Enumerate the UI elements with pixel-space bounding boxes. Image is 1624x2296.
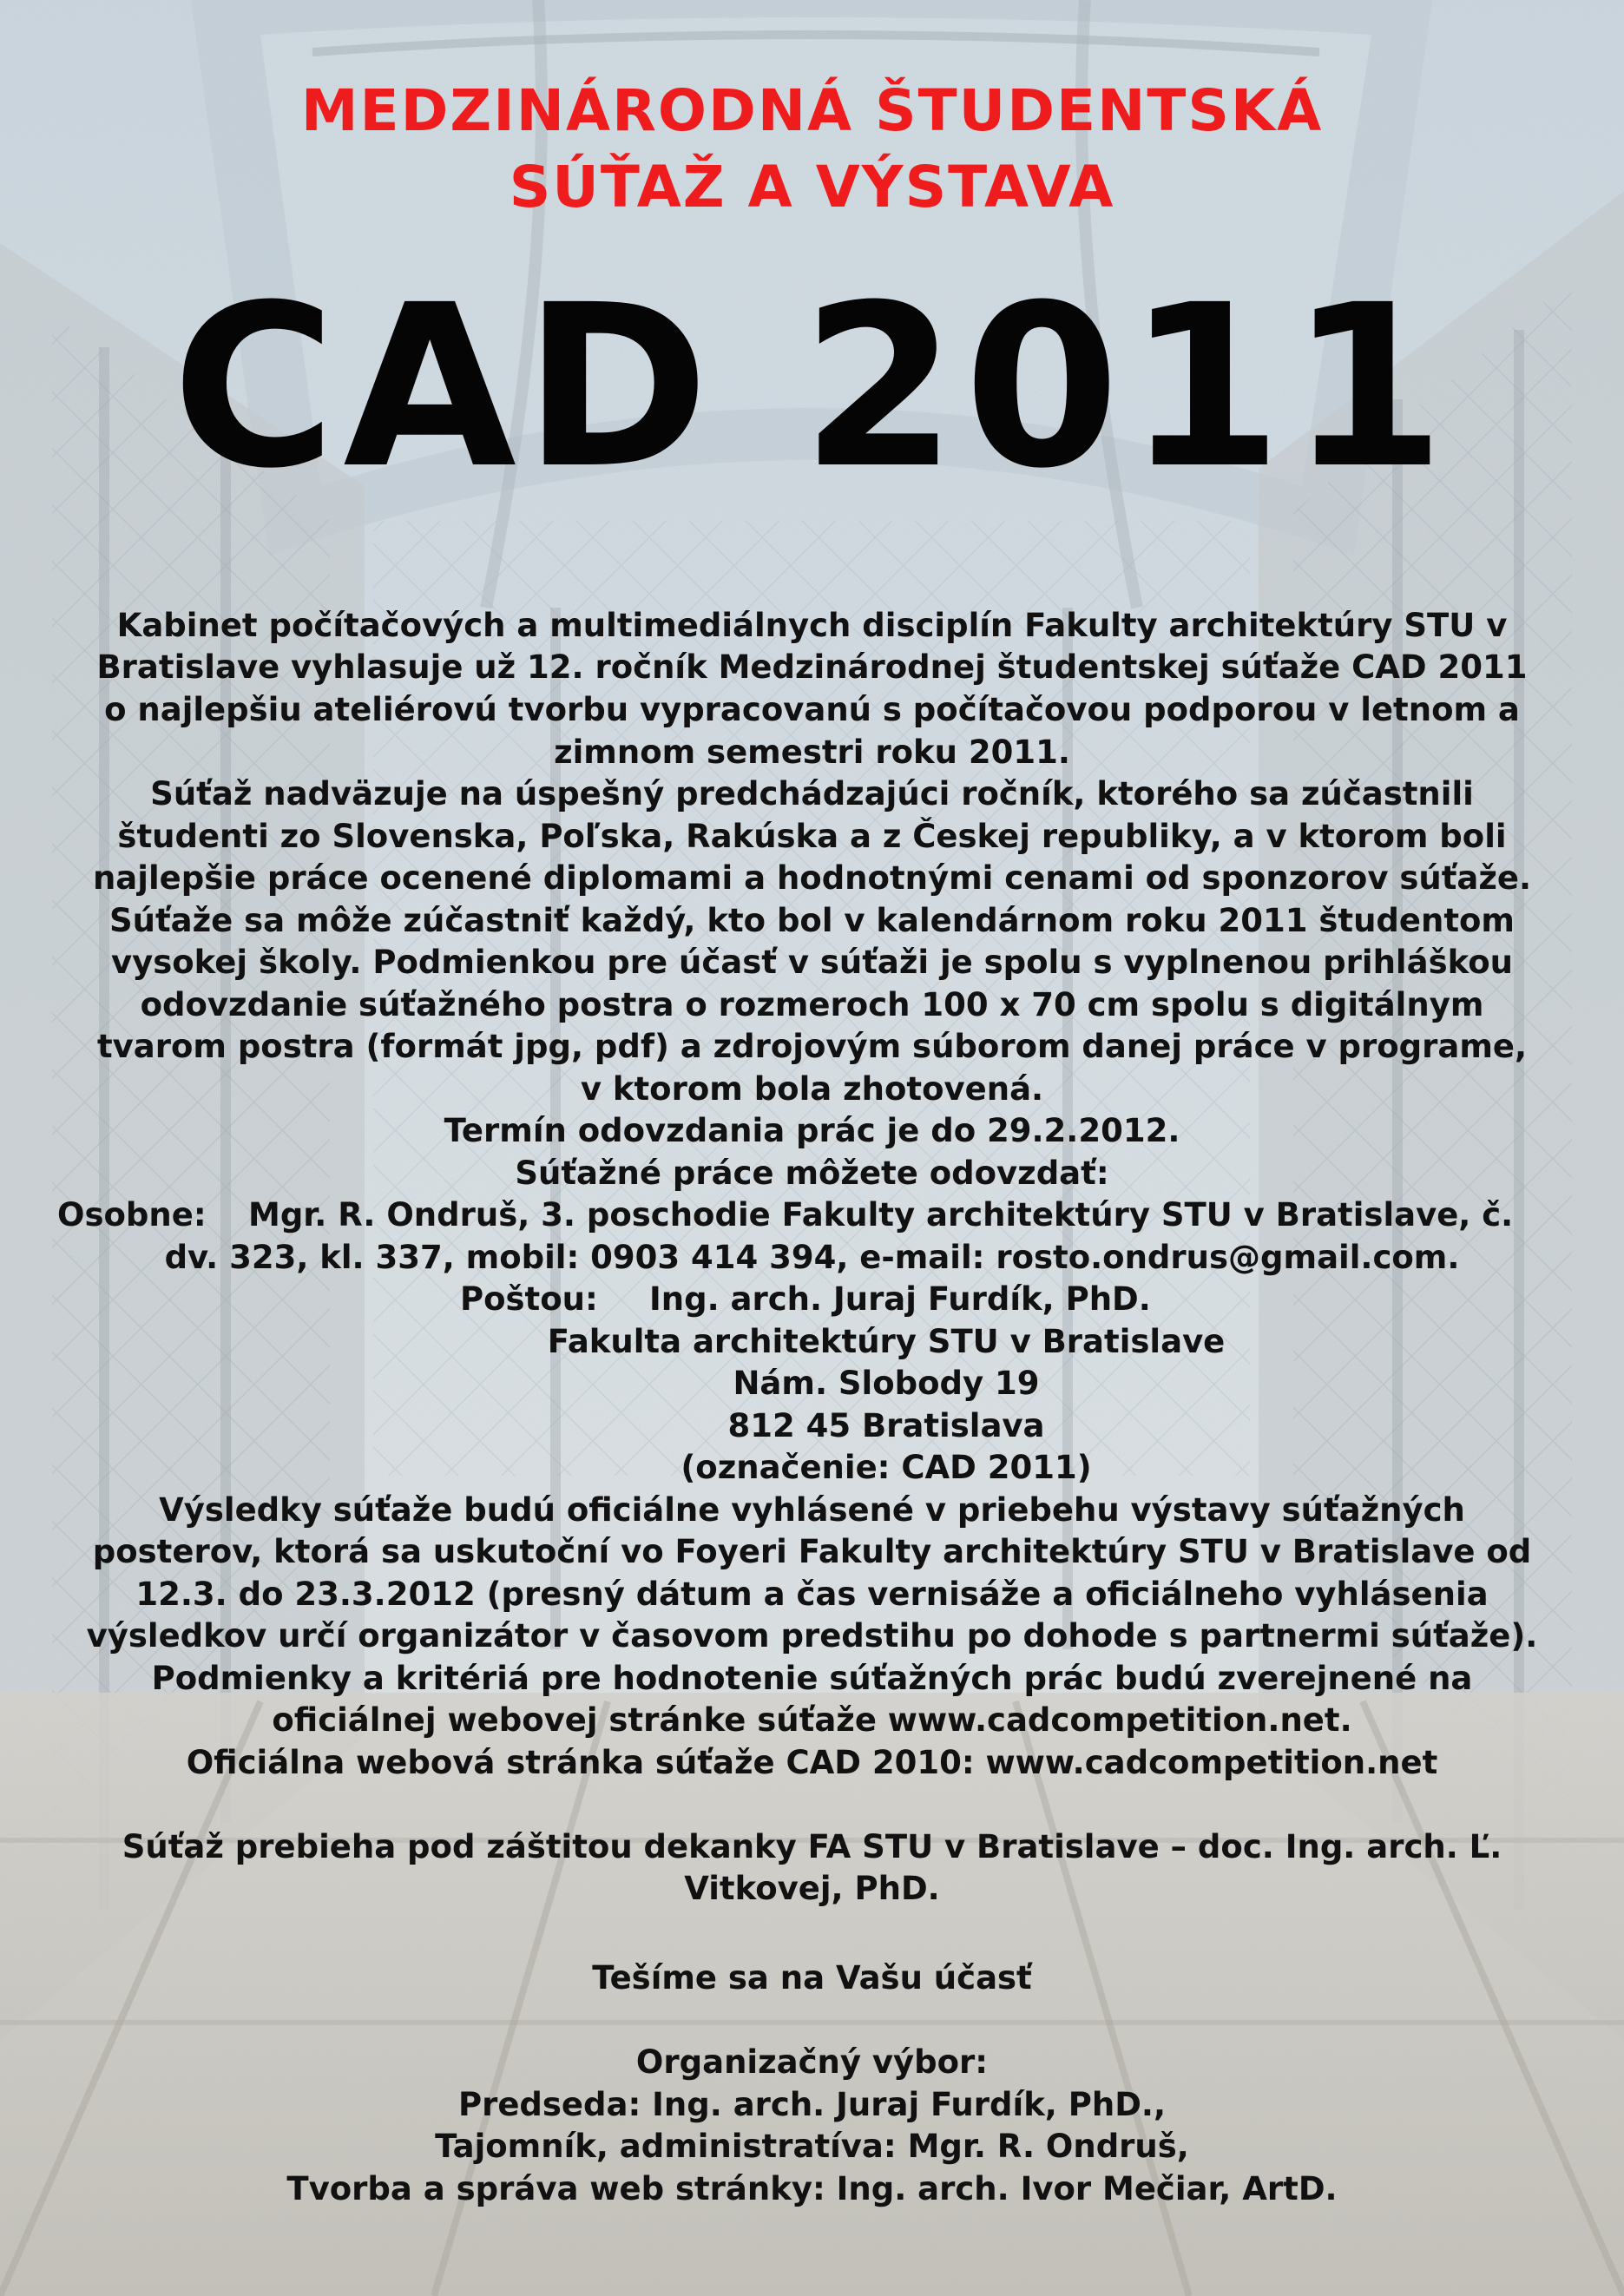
osobne-line-2: dv. 323, kl. 337, mobil: 0903 414 394, e-mail: rosto.ondrus@gmail.com. bbox=[164, 1239, 1460, 1276]
results-line: posterov, ktorá sa uskutoční vo Foyeri Fakulty architektúry STU v Bratislave od bbox=[92, 1533, 1532, 1570]
deadline-line: Termín odovzdania prác je do 29.2.2012. bbox=[444, 1112, 1180, 1149]
patronage-line: Vitkovej, PhD. bbox=[684, 1870, 940, 1907]
postou-line: (označenie: CAD 2011) bbox=[681, 1449, 1092, 1486]
body-line: študenti zo Slovenska, Poľska, Rakúska a z Českej republiky, a v ktorom boli bbox=[117, 818, 1507, 855]
committee-heading: Organizačný výbor: bbox=[635, 2043, 989, 2081]
body-line: o najlepšiu ateliérovú tvorbu vypracovanú s počítačovou podporou v letnom a bbox=[104, 691, 1520, 728]
patronage-line: Súťaž prebieha pod záštitou dekanky FA STU v Bratislave – doc. Ing. arch. Ľ. bbox=[122, 1828, 1502, 1865]
body-line: v ktorom bola zhotovená. bbox=[580, 1070, 1044, 1108]
body-line: Kabinet počítačových a multimediálnych disciplín Fakulty architektúry STU v bbox=[116, 607, 1508, 644]
closing-line: Tešíme sa na Vašu účasť bbox=[592, 1959, 1032, 1997]
postou-line: Ing. arch. Juraj Furdík, PhD. bbox=[649, 1280, 1151, 1318]
body-line: vysokej školy. Podmienkou pre účasť v súťaži je spolu s vyplnenou prihláškou bbox=[111, 944, 1513, 981]
committee-member: Tvorba a správa web stránky: Ing. arch. Ivor Mečiar, ArtD. bbox=[286, 2170, 1338, 2207]
postou-label: Poštou: bbox=[460, 1280, 598, 1318]
results-line: oficiálnej webovej stránke súťaže www.cadcompetition.net. bbox=[272, 1701, 1352, 1739]
headline-line-2: SÚŤAŽ A VÝSTAVA bbox=[509, 154, 1115, 220]
results-line: 12.3. do 23.3.2012 (presný dátum a čas vernisáže a oficiálneho vyhlásenia bbox=[135, 1576, 1489, 1613]
body-line: najlepšie práce ocenené diplomami a hodnotnými cenami od sponzorov súťaže. bbox=[92, 859, 1532, 897]
submission-heading: Súťažné práce môžete odovzdať: bbox=[515, 1155, 1109, 1192]
body-line: zimnom semestri roku 2011. bbox=[554, 734, 1070, 771]
body-line: tvarom postra (formát jpg, pdf) a zdrojovým súborom danej práce v programe, bbox=[96, 1028, 1528, 1065]
website-line: Oficiálna webová stránka súťaže CAD 2010: www.cadcompetition.net bbox=[186, 1744, 1438, 1781]
osobne-line-1: Mgr. R. Ondruš, 3. poschodie Fakulty architektúry STU v Bratislave, č. bbox=[248, 1196, 1514, 1234]
results-line: výsledkov určí organizátor v časovom predstihu po dohode s partnermi súťaže). bbox=[86, 1617, 1538, 1655]
postou-line: Nám. Slobody 19 bbox=[733, 1365, 1040, 1402]
results-line: Podmienky a kritériá pre hodnotenie súťažných prác budú zverejnené na bbox=[151, 1660, 1473, 1697]
body-line: Bratislave vyhlasuje už 12. ročník Medzinárodnej študentskej súťaže CAD 2011 bbox=[96, 648, 1528, 686]
committee-member: Tajomník, administratíva: Mgr. R. Ondruš, bbox=[435, 2128, 1189, 2165]
results-line: Výsledky súťaže budú oficiálne vyhlásené v priebehu výstavy súťažných bbox=[159, 1491, 1465, 1529]
body-line: Súťaž nadväzuje na úspešný predchádzajúci ročník, ktorého sa zúčastnili bbox=[150, 775, 1474, 812]
headline-line-1: MEDZINÁRODNÁ ŠTUDENTSKÁ bbox=[300, 77, 1324, 144]
body-line: Súťaže sa môže zúčastniť každý, kto bol v kalendárnom roku 2011 študentom bbox=[108, 902, 1515, 939]
body-line: odovzdanie súťažného postra o rozmeroch 100 x 70 cm spolu s digitálnym bbox=[140, 986, 1484, 1023]
postou-line: 812 45 Bratislava bbox=[727, 1407, 1045, 1444]
osobne-label: Osobne: bbox=[57, 1196, 207, 1234]
postou-line: Fakulta architektúry STU v Bratislave bbox=[547, 1323, 1226, 1360]
event-title: CAD 2011 bbox=[171, 257, 1453, 517]
committee-member: Predseda: Ing. arch. Juraj Furdík, PhD., bbox=[457, 2086, 1167, 2123]
